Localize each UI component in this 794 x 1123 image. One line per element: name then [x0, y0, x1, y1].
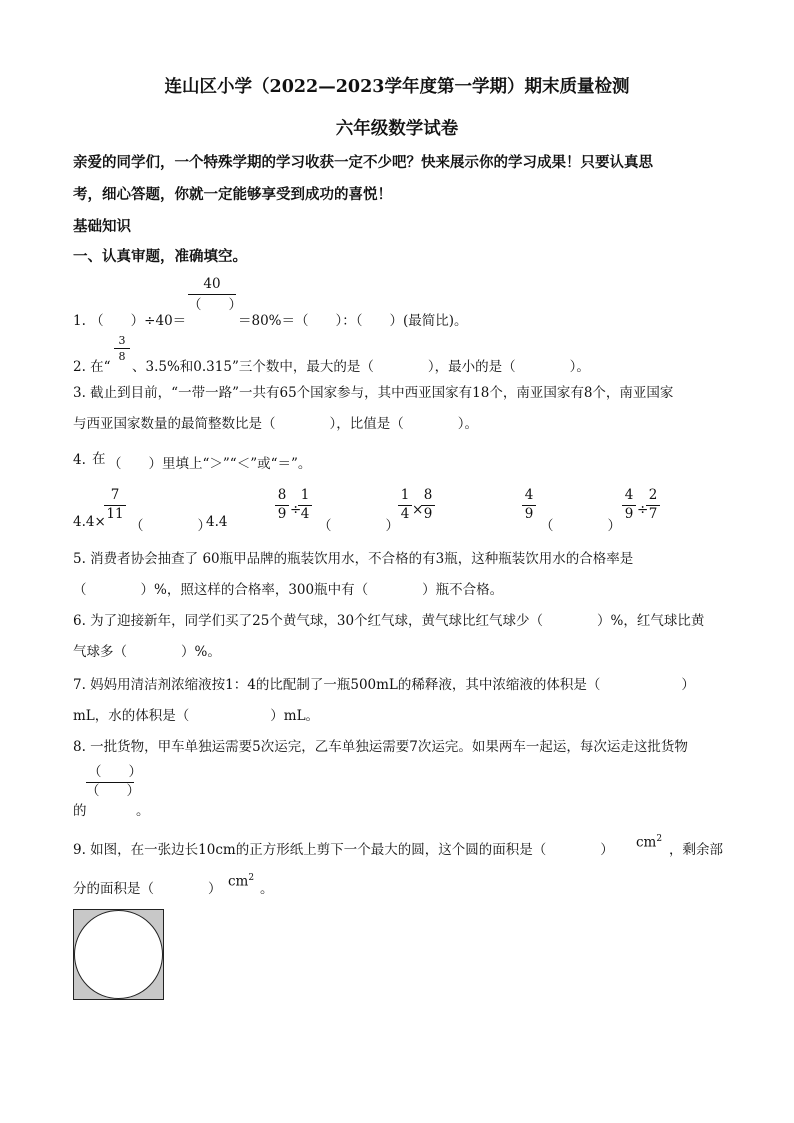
q9-line-1-end: ，剩余部	[669, 842, 723, 858]
q4-item2-num3: 1	[400, 487, 410, 503]
q9-unit-2-text: cm	[228, 873, 249, 890]
q8-line-1: 8. 一批货物，甲车单独运需要5次运完，乙车单独运需要7次运完。如果两车一起运，每次运走这批货物	[73, 739, 688, 755]
q4-item3-den1: 9	[524, 505, 534, 522]
intro-line-2: 考，细心答题，你就一定能够享受到成功的喜悦！	[73, 186, 392, 203]
q9-inscribed-circle	[74, 910, 163, 999]
page-title: 连山区小学（2022—2023学年度第一学期）期末质量检测	[164, 77, 630, 97]
q4-item3-blank[interactable]: （ ）	[540, 518, 621, 534]
q9-line-2-end: 。	[260, 881, 274, 897]
q6-line-2: 气球多（ ）%。	[73, 644, 221, 660]
q9-unit-1-sup: 2	[656, 834, 663, 844]
q4-item3-den2: 9	[624, 505, 634, 522]
q4-item1-fraction	[104, 489, 126, 521]
q4-item1-den: 11	[106, 505, 124, 522]
q4-item2-op2: ×	[412, 502, 424, 518]
q4-item1-blank[interactable]: （ ）	[130, 518, 211, 534]
q4-item2-frac4	[421, 489, 435, 521]
q8-fraction	[86, 764, 142, 799]
q4-item2-num2: 1	[300, 487, 310, 503]
q4-zai: 在	[92, 451, 106, 467]
section-part-title: 一、认真审题，准确填空。	[73, 248, 247, 265]
q2-fraction	[114, 335, 130, 362]
q4-item3-num1: 4	[524, 487, 534, 503]
q4-prefix: 4.	[73, 452, 86, 468]
q9-unit-2	[228, 873, 254, 890]
q4-item2-frac2	[298, 489, 312, 521]
q4-item2-blank[interactable]: （ ）	[318, 518, 399, 534]
q4-item3-den3: 7	[648, 505, 658, 522]
q4-item3-frac1	[522, 489, 536, 521]
q1-prefix: 1. （ ）÷40＝	[73, 313, 187, 329]
q4-item2-den1: 9	[277, 505, 287, 522]
q9-line-1: 9. 如图，在一张边长10cm的正方形纸上剪下一个最大的圆，这个圆的面积是（ ）	[73, 842, 614, 858]
q8-frac-num[interactable]: （ ）	[88, 764, 142, 780]
q2-suffix: 、3.5%和0.315”三个数中，最大的是（ ），最小的是（ ）。	[132, 359, 590, 375]
q4-item2-den2: 4	[300, 505, 310, 522]
q6-line-1: 6. 为了迎接新年，同学们买了25个黄气球，30个红气球，黄气球比红气球少（ ）%，红气球比黄	[73, 613, 705, 629]
q4-item1-num: 7	[110, 487, 120, 503]
q7-line-2: mL，水的体积是（ ）mL。	[73, 708, 320, 724]
q4-item2-num4: 8	[423, 487, 433, 503]
section-name: 基础知识	[73, 218, 131, 235]
q4-item1-right: 4.4	[206, 514, 228, 530]
page-subtitle: 六年级数学试卷	[335, 119, 459, 139]
q4-item2-frac1	[275, 489, 289, 521]
q5-line-1: 5. 消费者协会抽查了 60瓶甲品牌的瓶装饮用水，不合格的有3瓶，这种瓶装饮用水的合格率是	[73, 551, 634, 567]
q1-fraction	[188, 276, 242, 313]
q4-item3-frac3	[646, 489, 660, 521]
q5-line-2: （ ）%，照这样的合格率，300瓶中有（ ）瓶不合格。	[73, 582, 504, 598]
q4-item2-frac3	[398, 489, 412, 521]
q4-item2-den4: 9	[423, 505, 433, 522]
q8-suffix: 。	[136, 803, 150, 819]
q4-item3-num2: 4	[624, 487, 634, 503]
q9-unit-1-text: cm	[636, 834, 657, 851]
q4-instruction: （ ）里填上“＞”“＜”或“＝”。	[108, 456, 312, 472]
q1-frac-bar	[188, 294, 236, 295]
q4-item1-left: 4.4×	[73, 514, 106, 530]
q4-item2-num1: 8	[277, 487, 287, 503]
q4-item2-den3: 4	[400, 505, 410, 522]
q9-unit-2-sup: 2	[248, 873, 255, 883]
q9-unit-1	[636, 834, 662, 851]
q8-prefix: 的	[73, 803, 87, 819]
q1-frac-den: （ ）	[188, 296, 242, 313]
q7-line-1: 7. 妈妈用清洁剂浓缩液按1：4的比配制了一瓶500mL的稀释液，其中浓缩液的体积是（ ）	[73, 677, 695, 693]
q4-item3-frac2	[622, 489, 636, 521]
q8-frac-den[interactable]: （ ）	[86, 782, 140, 799]
intro-line-1: 亲爱的同学们，一个特殊学期的学习收获一定不少吧？快来展示你的学习成果！只要认真思	[73, 154, 653, 171]
q1-suffix: ＝80%＝（ ）：（ ）(最简比)。	[238, 313, 468, 329]
q2-frac-den: 8	[118, 350, 126, 363]
q4-item3-num3: 2	[648, 487, 658, 503]
q4-item3-op: ÷	[637, 502, 649, 518]
q9-line-2: 分的面积是（ ）	[73, 881, 222, 897]
q1-frac-num: 40	[203, 276, 221, 292]
q2-prefix: 2. 在“	[73, 359, 111, 375]
q3-line-1: 3. 截止到目前，“一带一路”一共有65个国家参与，其中西亚国家有18个，南亚国家有8个，南亚国家	[73, 385, 674, 401]
q2-frac-num: 3	[118, 334, 126, 347]
q3-line-2: 与西亚国家数量的最简整数比是（ ），比值是（ ）。	[73, 416, 478, 432]
q4-item2-op: ÷	[290, 502, 302, 518]
